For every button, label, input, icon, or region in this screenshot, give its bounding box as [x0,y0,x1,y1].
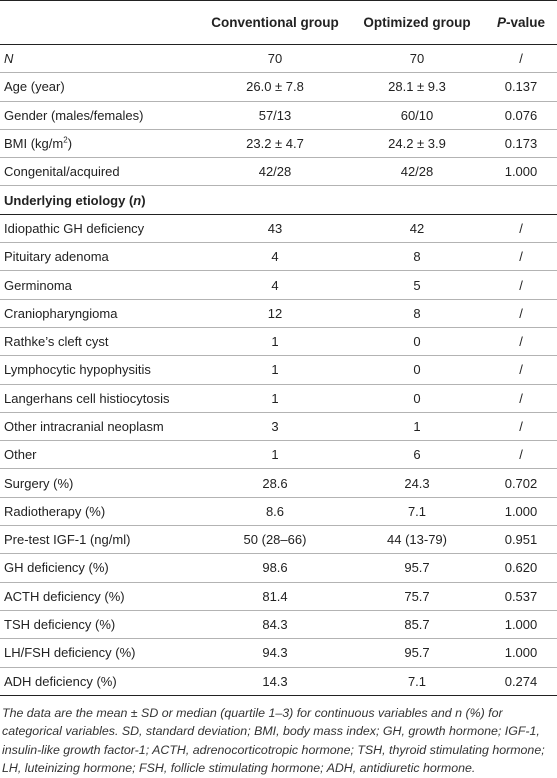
table-row [0,45,557,73]
cell-p-value: / [485,441,557,469]
cell-optimized: 28.1 ± 9.3 [349,73,485,101]
cell-p-value: 0.702 [485,469,557,497]
cell-p-value: 1.000 [485,158,557,186]
cell-conventional: 81.4 [201,582,349,610]
cell-optimized: 42/28 [349,158,485,186]
row-label: Pituitary adenoma [0,243,201,271]
table-row [0,554,557,582]
table-row [0,158,557,186]
cell-p-value: 1.000 [485,639,557,667]
cell-p-value: / [485,356,557,384]
table-row [0,356,557,384]
cell-optimized: 6 [349,441,485,469]
etiology-and-clinical-rows [0,214,557,695]
header-conventional-group: Conventional group [201,1,349,45]
row-label: TSH deficiency (%) [0,610,201,638]
cell-conventional: 28.6 [201,469,349,497]
row-label-text: BMI (kg/m [4,136,64,152]
section-row-underlying-etiology [0,186,557,214]
table-row [0,412,557,440]
cell-optimized: 70 [349,45,485,73]
cell-optimized: 0 [349,356,485,384]
cell-p-value: 0.537 [485,582,557,610]
cell-conventional: 50 (28–66) [201,526,349,554]
table-row [0,243,557,271]
cell-conventional: 8.6 [201,497,349,525]
cell-conventional: 42/28 [201,158,349,186]
cell-optimized: 85.7 [349,610,485,638]
header-blank [0,1,201,45]
cell-optimized: 24.2 ± 3.9 [349,129,485,157]
cell-optimized: 95.7 [349,554,485,582]
cell-conventional: 1 [201,327,349,355]
row-label [0,45,201,73]
row-label: Rathke’s cleft cyst [0,327,201,355]
cell-conventional: 3 [201,412,349,440]
cell-optimized: 0 [349,384,485,412]
cell-conventional: 26.0 ± 7.8 [201,73,349,101]
header-p-value [485,1,557,45]
table-row [0,469,557,497]
section-label [0,186,557,214]
cell-conventional: 1 [201,441,349,469]
table-row [0,384,557,412]
row-label: Other intracranial neoplasm [0,412,201,440]
cell-conventional: 12 [201,299,349,327]
cell-conventional: 70 [201,45,349,73]
cell-optimized: 1 [349,412,485,440]
table-row [0,101,557,129]
section-label-n: n [133,192,142,208]
cell-conventional: 4 [201,243,349,271]
cell-optimized: 7.1 [349,667,485,695]
row-label: ACTH deficiency (%) [0,582,201,610]
cell-optimized: 8 [349,299,485,327]
cell-optimized: 24.3 [349,469,485,497]
cell-p-value: / [485,327,557,355]
cell-p-value: 0.137 [485,73,557,101]
cell-p-value: / [485,384,557,412]
row-label [0,129,201,157]
cell-p-value: / [485,243,557,271]
cell-optimized: 60/10 [349,101,485,129]
row-label: Germinoma [0,271,201,299]
cell-optimized: 95.7 [349,639,485,667]
cell-p-value: 1.000 [485,497,557,525]
cell-p-value: 0.076 [485,101,557,129]
cell-conventional: 98.6 [201,554,349,582]
cell-optimized: 0 [349,327,485,355]
header-p-suffix: -value [505,15,546,30]
cell-conventional: 94.3 [201,639,349,667]
table-row [0,639,557,667]
cell-conventional: 4 [201,271,349,299]
cell-p-value: 1.000 [485,610,557,638]
row-label-text: N [4,51,14,67]
cell-conventional: 84.3 [201,610,349,638]
cell-conventional: 43 [201,214,349,242]
row-label: Surgery (%) [0,469,201,497]
row-label: Age (year) [0,73,201,101]
table-row [0,582,557,610]
table-row [0,441,557,469]
section-label-text: Underlying etiology ( [4,192,134,208]
cell-optimized: 8 [349,243,485,271]
section-label-close: ) [141,192,146,208]
cell-optimized: 5 [349,271,485,299]
table-footnote: The data are the mean ± SD or median (quartile 1–3) for continuous variables and n (%) for categorical variables. SD, standard deviation; BMI, body mass index; GH, growth hormone; IGF-1, insulin-like growth factor-1; ACTH, adrenocorticotropic hormone; TSH, thyroid stimulating hormone; LH, luteinizing hormone; FSH, follicle stimulating hormone; ADH, antidiuretic hormone. [2,705,545,776]
cell-conventional: 57/13 [201,101,349,129]
cell-p-value: / [485,214,557,242]
cell-p-value: / [485,299,557,327]
row-label: Pre-test IGF-1 (ng/ml) [0,526,201,554]
cell-p-value: 0.274 [485,667,557,695]
table-row [0,327,557,355]
table-row [0,129,557,157]
header-p-italic: P [496,15,506,30]
table-row [0,73,557,101]
cell-p-value: / [485,45,557,73]
cell-conventional: 23.2 ± 4.7 [201,129,349,157]
row-label: Other [0,441,201,469]
superscript: 2 [63,135,68,145]
cell-optimized: 7.1 [349,497,485,525]
cell-optimized: 44 (13-79) [349,526,485,554]
row-label: Radiotherapy (%) [0,497,201,525]
row-label: GH deficiency (%) [0,554,201,582]
header-optimized-group: Optimized group [349,1,485,45]
cell-p-value: / [485,271,557,299]
row-label: Lymphocytic hypophysitis [0,356,201,384]
cell-conventional: 1 [201,356,349,384]
cell-optimized: 42 [349,214,485,242]
row-label: Gender (males/females) [0,101,201,129]
cell-optimized: 75.7 [349,582,485,610]
table-row [0,610,557,638]
cell-p-value: 0.620 [485,554,557,582]
table-row [0,667,557,695]
table-row [0,497,557,525]
table-row [0,526,557,554]
table-row [0,299,557,327]
row-label-end: ) [67,136,73,152]
cell-p-value: 0.173 [485,129,557,157]
row-label: Craniopharyngioma [0,299,201,327]
row-label: Idiopathic GH deficiency [0,214,201,242]
table-row [0,271,557,299]
row-label: ADH deficiency (%) [0,667,201,695]
row-label: Langerhans cell histiocytosis [0,384,201,412]
row-label: Congenital/acquired [0,158,201,186]
row-label: LH/FSH deficiency (%) [0,639,201,667]
cell-p-value: 0.951 [485,526,557,554]
cell-conventional: 14.3 [201,667,349,695]
cell-p-value: / [485,412,557,440]
cell-conventional: 1 [201,384,349,412]
table-row [0,214,557,242]
header-row [0,1,557,45]
